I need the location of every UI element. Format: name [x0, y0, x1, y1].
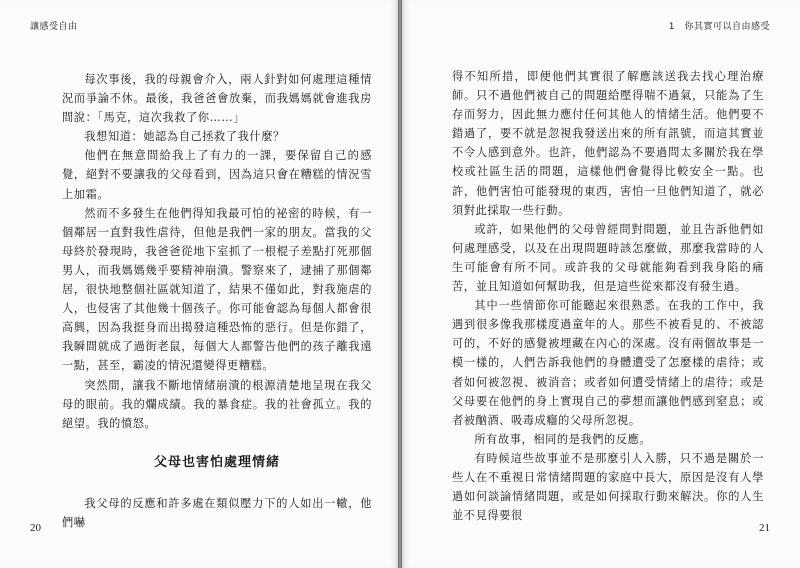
paragraph: 他們在無意間給我上了有力的一課，要保留自己的感覺，絕對不要讓我的父母看到，因為這只會在糟糕的情況雪上加霜。 [62, 149, 372, 201]
paragraph: 或許，如果他們的父母曾經問對問題，並且告訴他們如何處理感受，以及在出現問題時該怎麼做，那麼我當時的人生可能會有所不同。或許我的父母就能夠看到我身陷的痛苦，並且知道如何幫助我，但是這些從來都沒有發生過。 [452, 222, 764, 294]
page-number: 20 [30, 522, 41, 534]
paragraph: 每次事後，我的母親會介入，兩人針對如何處理這種情況而爭論不休。最後，我爸爸會放棄，而我媽媽就會進我房間說：「馬克，這次我救了你……」 [62, 73, 372, 125]
running-head-book-title: 讓感受自由 [30, 22, 78, 32]
running-head-chapter-title: 1 你其實可以自由感受 [668, 22, 770, 32]
paragraph: 突然間，讓我不斷地情緒崩潰的根源清楚地呈現在我父母的眼前。我的爛成績。我的暴食症。我的社會孤立。我的絕望。我的憤怒。 [62, 378, 372, 430]
paragraph: 有時候這些故事並不是那麼引人入勝，只不過是關於一些人在不重視日常情緒問題的家庭中長大，原因是沒有人學過如何談論情緒問題，或是如何採取行動來解決。你的人生並不見得要很 [452, 451, 764, 523]
right-page-body [452, 67, 764, 525]
section-heading: 父母也害怕處理情緒 [153, 454, 280, 470]
left-page [0, 0, 398, 568]
paragraph: 我想知道：她認為自己拯救了我什麼？ [84, 130, 285, 144]
paragraph: 得不知所措，即便他們其實很了解應該送我去找心理治療師。只不過他們被自己的問題給壓得喘不過氣，只能為了生存而努力，因此無力應付任何其他人的情緒生活。他們要不錯過了，要不就是忽視我發送出來的所有訊號，而這其實並不令人感到意外。也許，他們認為不要過問太多關於我在學校或社區生活的問題，這樣他們會覺得比較安全一點。也許，他們害怕可能發現的東西，害怕一旦他們知道了，就必須對此採取一些行動。 [452, 70, 764, 217]
paragraph: 所有故事，相同的是我們的反應。 [474, 432, 652, 446]
page-number: 21 [759, 522, 770, 534]
paragraph: 其中一些情節你可能聽起來很熟悉。在我的工作中，我遇到很多像我那樣度過童年的人。那些不被看見的、不被認可的，不好的感覺被埋藏在內心的深處。沒有兩個故事是一模一樣的，人們告訴我他們的身體遭受了怎麼樣的虐待；或者如何被忽視、被消音；或者如何遭受情緒上的虐待；或是父母要在他們的身上實現自己的夢想而讓他們感到窒息；或者被酗酒、吸毒成癮的父母所忽視。 [452, 299, 764, 427]
paragraph: 然而不多發生在他們得知我最可怕的祕密的時候，有一個鄰居一直對我性虐待，但他是我們一家的朋友。當我的父母終於發現時，我爸爸從地下室抓了一根棍子差點打死那個男人，而我媽媽幾乎要精神崩潰。警察來了，逮捕了那個鄰居，很快地整個社區就知道了，結果不僅如此，對我施虐的人，也侵害了其他幾十個孩子。你可能會認為每個人都會很高興，因為我挺身而出揭發這種恐怖的惡行。但是你錯了，我瞬間就成了過街老鼠，每個大人都警告他們的孩子離我遠一點，甚至，霸凌的情況還變得更糟糕。 [62, 206, 372, 373]
left-page-body [62, 70, 372, 532]
paragraph: 我父母的反應和許多處在類似壓力下的人如出一轍，他們嚇 [62, 496, 372, 529]
right-page [402, 0, 800, 568]
